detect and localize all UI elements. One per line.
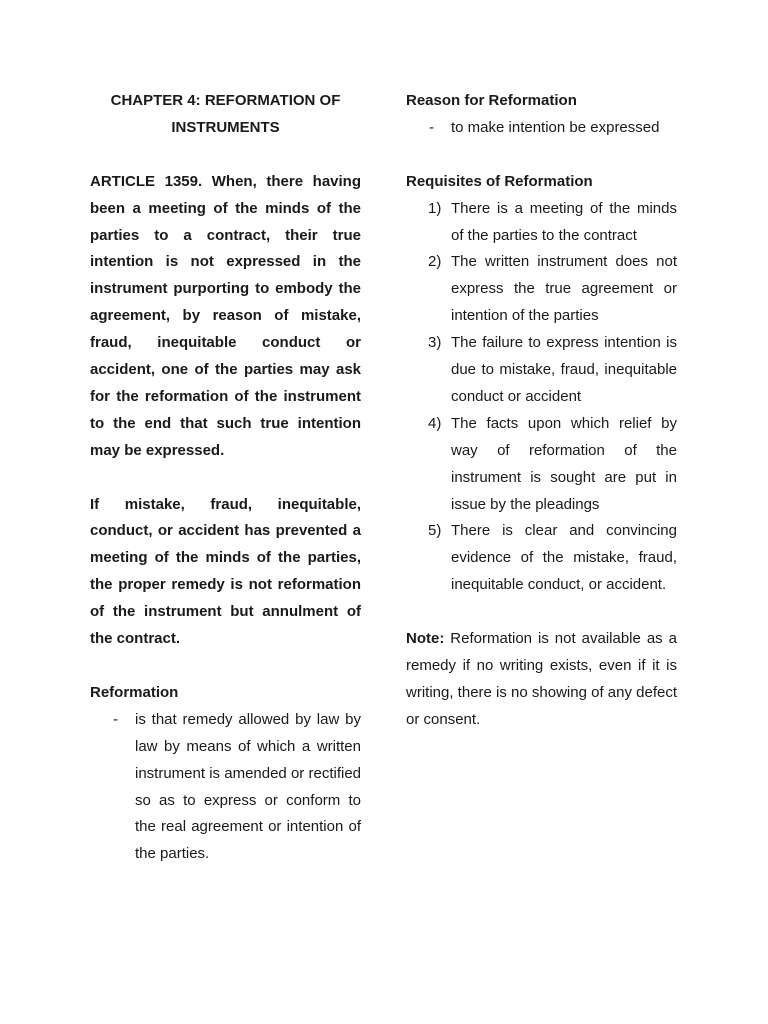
chapter-title bbox=[90, 88, 361, 142]
note-label: Note: bbox=[406, 630, 445, 648]
reformation-list bbox=[90, 707, 361, 868]
dash-bullet: - bbox=[113, 710, 118, 728]
reason-list bbox=[406, 115, 677, 142]
article-1359-paragraph-2: If mistake, fraud, inequitable, conduct, or accident has prevented a meeting of the minds of the parties, the proper remedy is not reformation of the instrument but annulment of the contract. bbox=[90, 495, 361, 648]
chapter-title-line2: INSTRUMENTS bbox=[171, 118, 280, 136]
list-item bbox=[406, 518, 677, 599]
list-number: 4) bbox=[428, 414, 442, 432]
reason-text: to make intention be expressed bbox=[451, 118, 660, 136]
list-item bbox=[90, 707, 361, 868]
list-item bbox=[406, 249, 677, 330]
left-column bbox=[90, 88, 361, 868]
requisite-text: The written instrument does not express the true agreement or intention of the parties bbox=[451, 253, 677, 325]
requisites-list bbox=[406, 196, 677, 600]
requisites-heading: Requisites of Reformation bbox=[406, 172, 593, 190]
article-1359-text: ARTICLE 1359. When, there having been a meeting of the minds of the parties to a contract, their true intention is not expressed in the instrument purporting to embody the agreement, by reason of mistake, fraud, inequitable conduct or accident, one of the parties may ask for the reformation of the instrument to the end that such true intention may be expressed. bbox=[90, 172, 361, 459]
spacer bbox=[406, 599, 677, 626]
spacer bbox=[90, 465, 361, 492]
list-item bbox=[406, 196, 677, 250]
note-paragraph bbox=[406, 626, 677, 734]
spacer bbox=[90, 653, 361, 680]
spacer bbox=[406, 142, 677, 169]
requisite-text: The facts upon which relief by way of reformation of the instrument is sought are put in issue by the pleadings bbox=[451, 414, 677, 513]
list-item bbox=[406, 330, 677, 411]
requisite-text: The failure to express intention is due to mistake, fraud, inequitable conduct or accident bbox=[451, 334, 677, 405]
reformation-definition: is that remedy allowed by law by law by means of which a written instrument is amended or rectified so as to express or conform to the real agreement or intention of the parties. bbox=[135, 710, 361, 863]
list-number: 2) bbox=[428, 253, 442, 271]
list-number: 5) bbox=[428, 522, 442, 540]
list-item bbox=[406, 411, 677, 519]
requisite-text: There is a meeting of the minds of the parties to the contract bbox=[451, 199, 677, 244]
note-text: Reformation is not available as a remedy if no writing exists, even if it is writing, there is no showing of any defect or consent. bbox=[406, 630, 677, 728]
list-item bbox=[406, 115, 677, 142]
dash-bullet: - bbox=[429, 118, 434, 136]
list-number: 3) bbox=[428, 334, 442, 352]
requisite-text: There is clear and convincing evidence of the mistake, fraud, inequitable conduct, or accident. bbox=[451, 522, 677, 594]
list-number: 1) bbox=[428, 199, 442, 217]
right-column bbox=[406, 88, 677, 734]
reformation-heading: Reformation bbox=[90, 683, 179, 701]
reason-heading: Reason for Reformation bbox=[406, 92, 577, 109]
spacer bbox=[90, 142, 361, 169]
chapter-title-line1: CHAPTER 4: REFORMATION OF bbox=[110, 92, 341, 109]
